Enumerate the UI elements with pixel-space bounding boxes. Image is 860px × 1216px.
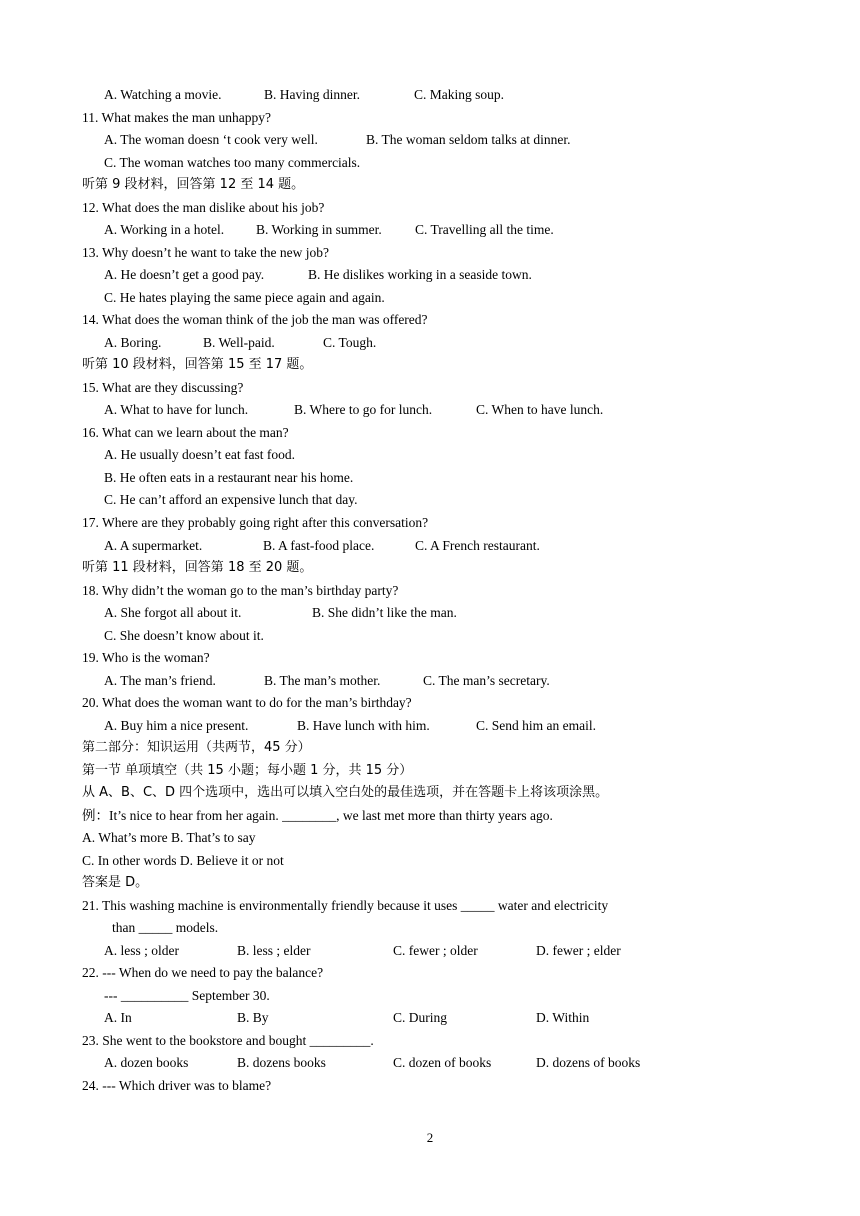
answer-option: A. He doesn’t get a good pay. xyxy=(104,267,265,282)
text-line: A. What’s more B. That’s to say xyxy=(82,830,256,845)
text-line: 11. What makes the man unhappy? xyxy=(82,110,271,125)
text-line: 23. She went to the bookstore and bought _________. xyxy=(82,1033,374,1048)
text-line: 24. --- Which driver was to blame? xyxy=(82,1078,272,1093)
section-heading: 听第 10 段材料，回答第 15 至 17 题。 xyxy=(82,357,313,372)
answer-option: B. The man’s mother. xyxy=(264,673,381,688)
section-heading: 第一节 单项填空（共 15 小题；每小题 1 分，共 15 分） xyxy=(82,763,413,778)
answer-option: C. dozen of books xyxy=(393,1055,492,1070)
text-line: C. He hates playing the same piece again and again. xyxy=(104,290,385,305)
section-heading: 听第 9 段材料，回答第 12 至 14 题。 xyxy=(82,177,305,192)
page-number: 2 xyxy=(426,1130,434,1145)
text-line: C. She doesn’t know about it. xyxy=(104,628,264,643)
answer-option: A. A supermarket. xyxy=(104,538,203,553)
answer-option: B. Working in summer. xyxy=(256,222,382,237)
text-line: --- __________ September 30. xyxy=(104,988,270,1003)
text-line: 例：It’s nice to hear from her again. ________, we last met more than thirty years ago. xyxy=(82,808,553,823)
text-line: 14. What does the woman think of the job the man was offered? xyxy=(82,312,428,327)
text-line: 13. Why doesn’t he want to take the new job? xyxy=(82,245,329,260)
answer-option: B. less ; elder xyxy=(237,943,311,958)
answer-option: A. Watching a movie. xyxy=(104,87,222,102)
answer-option: B. By xyxy=(237,1010,269,1025)
answer-option: B. The woman seldom talks at dinner. xyxy=(366,132,571,147)
answer-option: A. less ; older xyxy=(104,943,179,958)
text-line: 19. Who is the woman? xyxy=(82,650,210,665)
answer-option: C. During xyxy=(393,1010,447,1025)
answer-option: B. He dislikes working in a seaside town. xyxy=(308,267,532,282)
section-heading: 第二部分：知识运用（共两节，45 分） xyxy=(82,740,311,755)
answer-option: C. Making soup. xyxy=(414,87,505,102)
answer-option: C. A French restaurant. xyxy=(415,538,540,553)
section-heading: 听第 11 段材料，回答第 18 至 20 题。 xyxy=(82,560,313,575)
answer-option: D. fewer ; elder xyxy=(536,943,621,958)
answer-option: A. She forgot all about it. xyxy=(104,605,242,620)
answer-option: C. fewer ; older xyxy=(393,943,478,958)
text-line: 21. This washing machine is environmentally friendly because it uses _____ water and electricity xyxy=(82,898,609,913)
section-heading: 答案是 D。 xyxy=(82,875,149,890)
answer-option: B. dozens books xyxy=(237,1055,326,1070)
answer-option: D. Within xyxy=(536,1010,590,1025)
text-line: C. In other words D. Believe it or not xyxy=(82,853,284,868)
answer-option: A. What to have for lunch. xyxy=(104,402,249,417)
text-line: 20. What does the woman want to do for the man’s birthday? xyxy=(82,695,412,710)
text-line: 22. --- When do we need to pay the balance? xyxy=(82,965,324,980)
text-line: 17. Where are they probably going right after this conversation? xyxy=(82,515,429,530)
answer-option: B. She didn’t like the man. xyxy=(312,605,457,620)
answer-option: B. Having dinner. xyxy=(264,87,360,102)
text-line: C. He can’t afford an expensive lunch that day. xyxy=(104,492,358,507)
text-line: 18. Why didn’t the woman go to the man’s birthday party? xyxy=(82,583,399,598)
text-line: than _____ models. xyxy=(112,920,219,935)
answer-option: B. Where to go for lunch. xyxy=(294,402,433,417)
text-line: 15. What are they discussing? xyxy=(82,380,244,395)
answer-option: A. The man’s friend. xyxy=(104,673,216,688)
answer-option: C. Travelling all the time. xyxy=(415,222,554,237)
answer-option: B. Have lunch with him. xyxy=(297,718,430,733)
text-line: B. He often eats in a restaurant near his home. xyxy=(104,470,354,485)
answer-option: C. Send him an email. xyxy=(476,718,596,733)
text-line: 16. What can we learn about the man? xyxy=(82,425,289,440)
answer-option: C. When to have lunch. xyxy=(476,402,604,417)
text-line: C. The woman watches too many commercials. xyxy=(104,155,361,170)
answer-option: A. Working in a hotel. xyxy=(104,222,225,237)
answer-option: A. The woman doesn ‘t cook very well. xyxy=(104,132,318,147)
answer-option: B. Well-paid. xyxy=(203,335,275,350)
answer-option: B. A fast-food place. xyxy=(263,538,375,553)
answer-option: A. Boring. xyxy=(104,335,162,350)
text-line: A. He usually doesn’t eat fast food. xyxy=(104,447,295,462)
answer-option: D. dozens of books xyxy=(536,1055,641,1070)
answer-option: A. In xyxy=(104,1010,132,1025)
section-heading: 从 A、B、C、D 四个选项中，选出可以填入空白处的最佳选项，并在答题卡上将该项涂黑。 xyxy=(82,785,609,800)
text-line: 12. What does the man dislike about his job? xyxy=(82,200,325,215)
answer-option: A. Buy him a nice present. xyxy=(104,718,249,733)
answer-option: C. The man’s secretary. xyxy=(423,673,550,688)
answer-option: A. dozen books xyxy=(104,1055,189,1070)
answer-option: C. Tough. xyxy=(323,335,377,350)
